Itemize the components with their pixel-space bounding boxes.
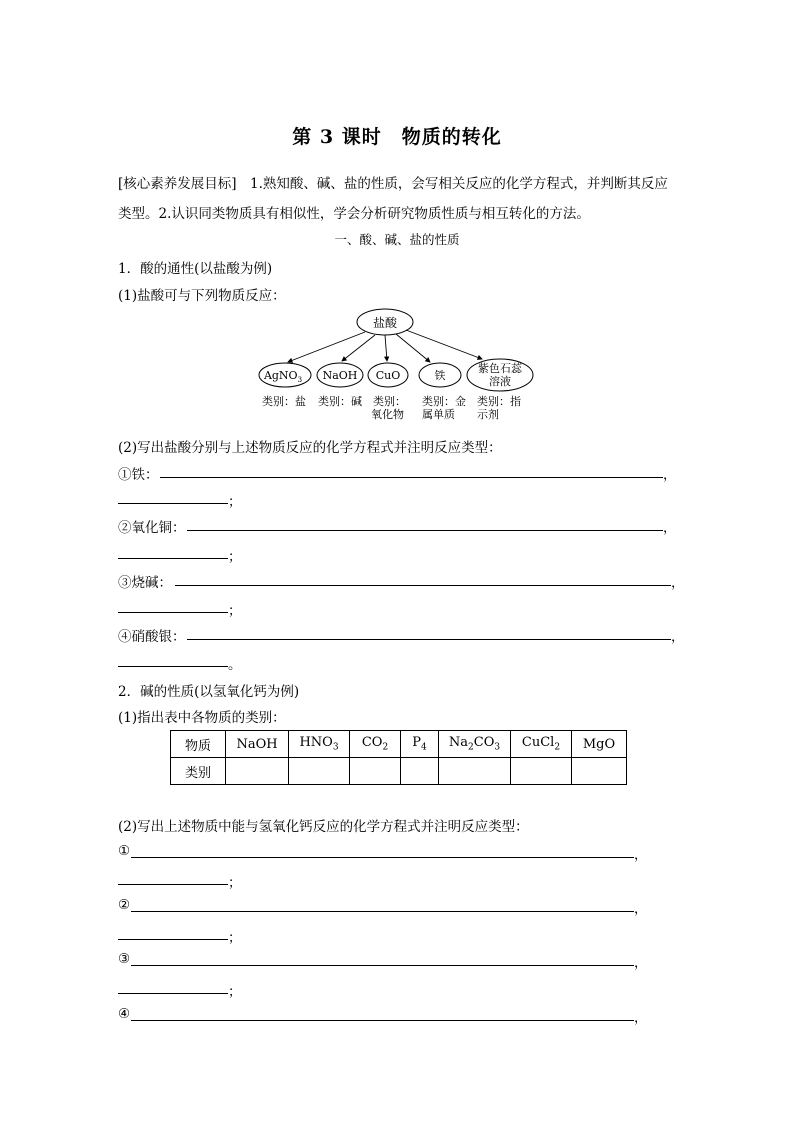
p2-item2-answer-line[interactable] [131,911,634,912]
p2-item4-comma: ， [634,1010,648,1026]
intro-line-1: [核心素养发展目标] 1.熟知酸、碱、盐的性质，会写相关反应的化学方程式，并判断其反应 [118,176,668,192]
node-litmus-label-2: 溶液 [489,375,511,388]
arrow-to-agno3 [288,332,365,362]
node-litmus-label-1: 紫色石蕊 [478,362,522,375]
part1-heading: 1．酸的通性(以盐酸为例) [118,261,273,277]
category-cell[interactable] [226,758,289,785]
p1-item4-comma: ， [671,629,685,645]
section-heading: 一、酸、碱、盐的性质 [334,232,460,247]
substance-cell: $P_4$ [401,731,439,758]
p2-item1-comma: ， [634,847,648,863]
p2-item3-type-line[interactable] [118,993,228,994]
p1-item4-answer-line[interactable] [187,639,671,640]
p1-item1-label: ①铁： [118,467,159,483]
cat-cuo-2: 氧化物 [371,408,404,421]
arrow-to-cuo [385,335,387,361]
part1-q1: (1)盐酸可与下列物质反应： [118,288,286,304]
p2-item4-label: ④ [118,1006,131,1022]
node-cuo-label: CuO [375,369,401,382]
category-cell[interactable] [289,758,350,785]
p1-item3-label: ③烧碱： [118,575,172,591]
p2-item2-comma: ， [634,901,648,917]
p2-item3-answer-line[interactable] [131,965,634,966]
substance-category-table [170,730,627,785]
category-cell[interactable] [572,758,627,785]
category-cell[interactable] [350,758,401,785]
table-row [171,758,627,785]
p2-item3-comma: ， [634,955,648,971]
p2-item1-label: ① [118,843,131,859]
node-agno3-label: AgNO$_3$ [263,369,303,384]
row-header-substance: 物质 [171,731,226,758]
arrow-to-iron [396,334,430,362]
substance-cell: CuCl$_2$ [511,731,572,758]
p1-item3-comma: ， [671,575,685,591]
p2-item1-answer-line[interactable] [131,857,634,858]
p1-item2-label: ②氧化铜： [118,520,186,536]
cat-litmus-2: 示剂 [477,408,499,421]
p1-item1-type-line[interactable] [118,503,228,504]
p1-item2-type-line[interactable] [118,558,228,559]
part2-q1: (1)指出表中各物质的类别： [118,710,286,726]
p2-item1-semicolon: ； [228,875,242,891]
part1-q2: (2)写出盐酸分别与上述物质反应的化学方程式并注明反应类型： [118,440,502,456]
p1-item2-semicolon: ； [228,549,242,565]
row-header-category: 类别 [171,758,226,785]
p2-item1-type-line[interactable] [118,884,228,885]
p1-item3-answer-line[interactable] [175,585,671,586]
substance-cell: NaOH [226,731,289,758]
part2-heading: 2．碱的性质(以氢氧化钙为例) [118,684,300,700]
substance-cell: $Na_2CO_3$ [439,731,511,758]
substance-cell: $HNO_3$ [289,731,350,758]
part2-q2: (2)写出上述物质中能与氢氧化钙反应的化学方程式并注明反应类型： [118,819,529,835]
p1-item4-label: ④硝酸银： [118,629,186,645]
cat-agno3: 类别：盐 [262,395,306,408]
p1-item3-type-line[interactable] [118,612,228,613]
hydrochloric-acid-reaction-diagram [250,305,550,425]
p1-item1-comma: ， [663,467,677,483]
category-cell[interactable] [439,758,511,785]
page-title: 第 3 课时 物质的转化 [292,126,502,148]
cat-iron-2: 属单质 [422,408,455,421]
cat-cuo-1: 类别： [373,395,406,408]
cat-naoh: 类别：碱 [318,395,362,408]
p2-item2-type-line[interactable] [118,939,228,940]
substance-cell: $CO_2$ [350,731,401,758]
p2-item2-semicolon: ； [228,930,242,946]
p1-item1-semicolon: ； [228,494,242,510]
arrow-to-litmus [406,330,482,359]
p2-item2-label: ② [118,897,131,913]
cat-iron-1: 类别：金 [422,395,466,408]
category-cell[interactable] [511,758,572,785]
node-iron-label: 铁 [434,369,446,382]
p2-item4-answer-line[interactable] [131,1020,634,1021]
cat-litmus-1: 类别：指 [477,395,521,408]
p1-item3-semicolon: ； [228,603,242,619]
p1-item2-answer-line[interactable] [187,530,663,531]
table-row [171,731,627,758]
p2-item3-label: ③ [118,951,131,967]
p1-item4-type-line[interactable] [118,666,228,667]
substance-cell: MgO [572,731,627,758]
p2-item3-semicolon: ； [228,984,242,1000]
center-node-label: 盐酸 [372,316,398,330]
p1-item2-comma: ， [663,520,677,536]
p1-item4-period: 。 [228,657,242,673]
category-cell[interactable] [401,758,439,785]
node-naoh-label: NaOH [322,369,358,382]
p1-item1-answer-line[interactable] [160,477,663,478]
intro-line-2: 类型。2.认识同类物质具有相似性，学会分析研究物质性质与相互转化的方法。 [118,206,590,222]
